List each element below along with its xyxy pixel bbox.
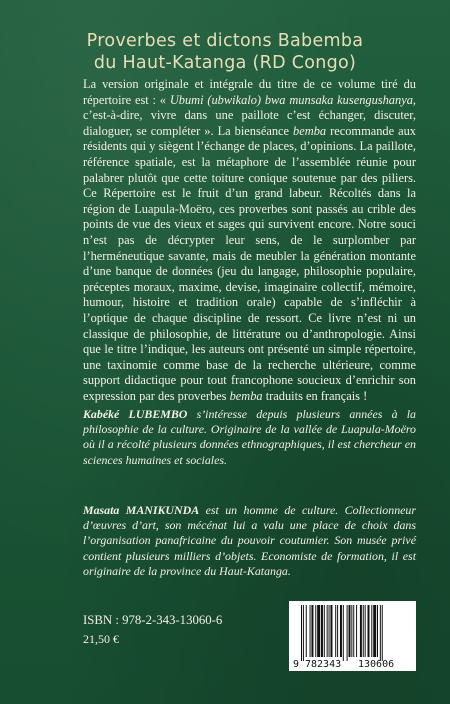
book-title-line-1: Proverbes et dictons Babemba — [86, 31, 364, 51]
summary-bemba-word: bemba — [293, 123, 327, 138]
barcode-bar — [340, 605, 342, 657]
author-bio-text-2: est un homme de culture. Collectionneur d’œuvres d’art, son mécénat lui a valu une place de choix dans l’organisation panafricaine du pouvoir coutumier. Son musée privé contient plusieurs milliers d’objets. Economiste de formation, il est originaire de la province du Haut-Katanga. — [83, 503, 416, 578]
author-name-1: Kabéké LUBEMBO — [83, 407, 188, 421]
barcode-graphic — [289, 601, 416, 671]
summary-text-3: recommande aux résidents qui y siègent l’échange de places, d’opinions. La paillote, référence spatiale, est la métaphore de l’assemblée réunie pour palabrer plutôt que cette toiture conique soutenue par des piliers. Ce Répertoire est le fruit d’un grand labeur. Récoltés dans la région de Luapula-Moëro, ces proverbes sont passés au crible des points de vue des vieux et sages qui survivent encore. Notre souci n’est pas de décrypter leur sens, de le surplomber par l’herméneutique savante, mais de meubler la génération montante d’une banque de données (jeu du langage, philosophie populaire, préceptes moraux, maxime, devise, imaginaire collectif, mémoire, humour, histoire et tradition orale) capable de s’infléchir à l’optique de chaque discipline de ressort. Ce livre n’est ni un classique de philosophie, de littérature ou d’anthropologie. Ainsi que le titre l’indique, les auteurs ont présenté un simple répertoire, une taxinomie comme base de la recherche ultérieure, comme support didactique pour tout francophone soucieux d’enrichir son expression par des proverbes — [83, 123, 416, 403]
barcode-bar — [306, 605, 307, 657]
barcode-bar — [365, 605, 366, 657]
book-title — [0, 30, 450, 74]
barcode-bar — [315, 605, 316, 657]
author-bio-2 — [83, 503, 416, 579]
isbn-label: ISBN : 978-2-343-13060-6 — [83, 613, 223, 627]
isbn-barcode — [289, 601, 416, 671]
barcode-bar — [311, 605, 313, 657]
barcode-left-digits: 782343 — [305, 659, 342, 670]
summary-text-4: traduits en français ! — [262, 388, 368, 403]
barcode-bar — [380, 605, 381, 661]
barcode-bar — [351, 605, 352, 657]
barcode-bar — [382, 605, 383, 661]
barcode-bar — [353, 605, 354, 657]
author-name-2: Masata MANIKUNDA — [83, 503, 200, 517]
barcode-bar — [363, 605, 364, 657]
barcode-bar — [329, 605, 330, 657]
barcode-bar — [301, 605, 302, 661]
barcode-bar — [373, 605, 376, 657]
barcode-bars — [301, 605, 383, 661]
barcode-bar — [310, 605, 311, 657]
barcode-bar — [368, 605, 370, 657]
barcode-bar — [360, 605, 362, 657]
barcode-bar — [377, 605, 378, 657]
barcode-bar — [324, 605, 325, 657]
barcode-bar — [317, 605, 320, 657]
price-label: 21,50 € — [83, 632, 119, 646]
barcode-bar — [371, 605, 372, 657]
barcode-bar — [330, 605, 332, 657]
barcode-right-digits: 130606 — [358, 659, 395, 670]
barcode-bar — [337, 605, 338, 657]
summary-text-1: La version originale et intégrale du titre de ce volume tiré du répertoire est : « — [83, 77, 416, 107]
barcode-bar — [335, 605, 336, 657]
barcode-bar — [349, 605, 351, 657]
barcode-bar — [321, 605, 323, 657]
barcode-bar — [327, 605, 328, 657]
author-bio-text-1: s’intéresse depuis plusieurs années à la philosophie de la culture. Originaire de la vallée de Luapula-Moëro où il a récolté plusieurs données ethnographiques, il est chercheur en sciences humaines et sociales. — [83, 407, 416, 467]
book-summary — [83, 77, 416, 404]
summary-bemba-word-2: bemba — [229, 388, 263, 403]
barcode-bar — [343, 605, 344, 661]
barcode-bar — [303, 605, 304, 661]
barcode-bar — [356, 605, 357, 657]
book-title-line-2: du Haut-Katanga (RD Congo) — [93, 53, 357, 73]
barcode-bar — [347, 605, 348, 661]
summary-original-title: Ubumi (ubwikalo) bwa munsaka kusengushanya — [169, 92, 413, 107]
author-bio-1 — [83, 407, 416, 468]
summary-text-2: , c’est-à-dire, vivre dans une paillote c’est échanger, discuter, dialoguer, se compléter ». La bienséance — [83, 92, 416, 138]
barcode-first-digit: 9 — [293, 659, 300, 670]
